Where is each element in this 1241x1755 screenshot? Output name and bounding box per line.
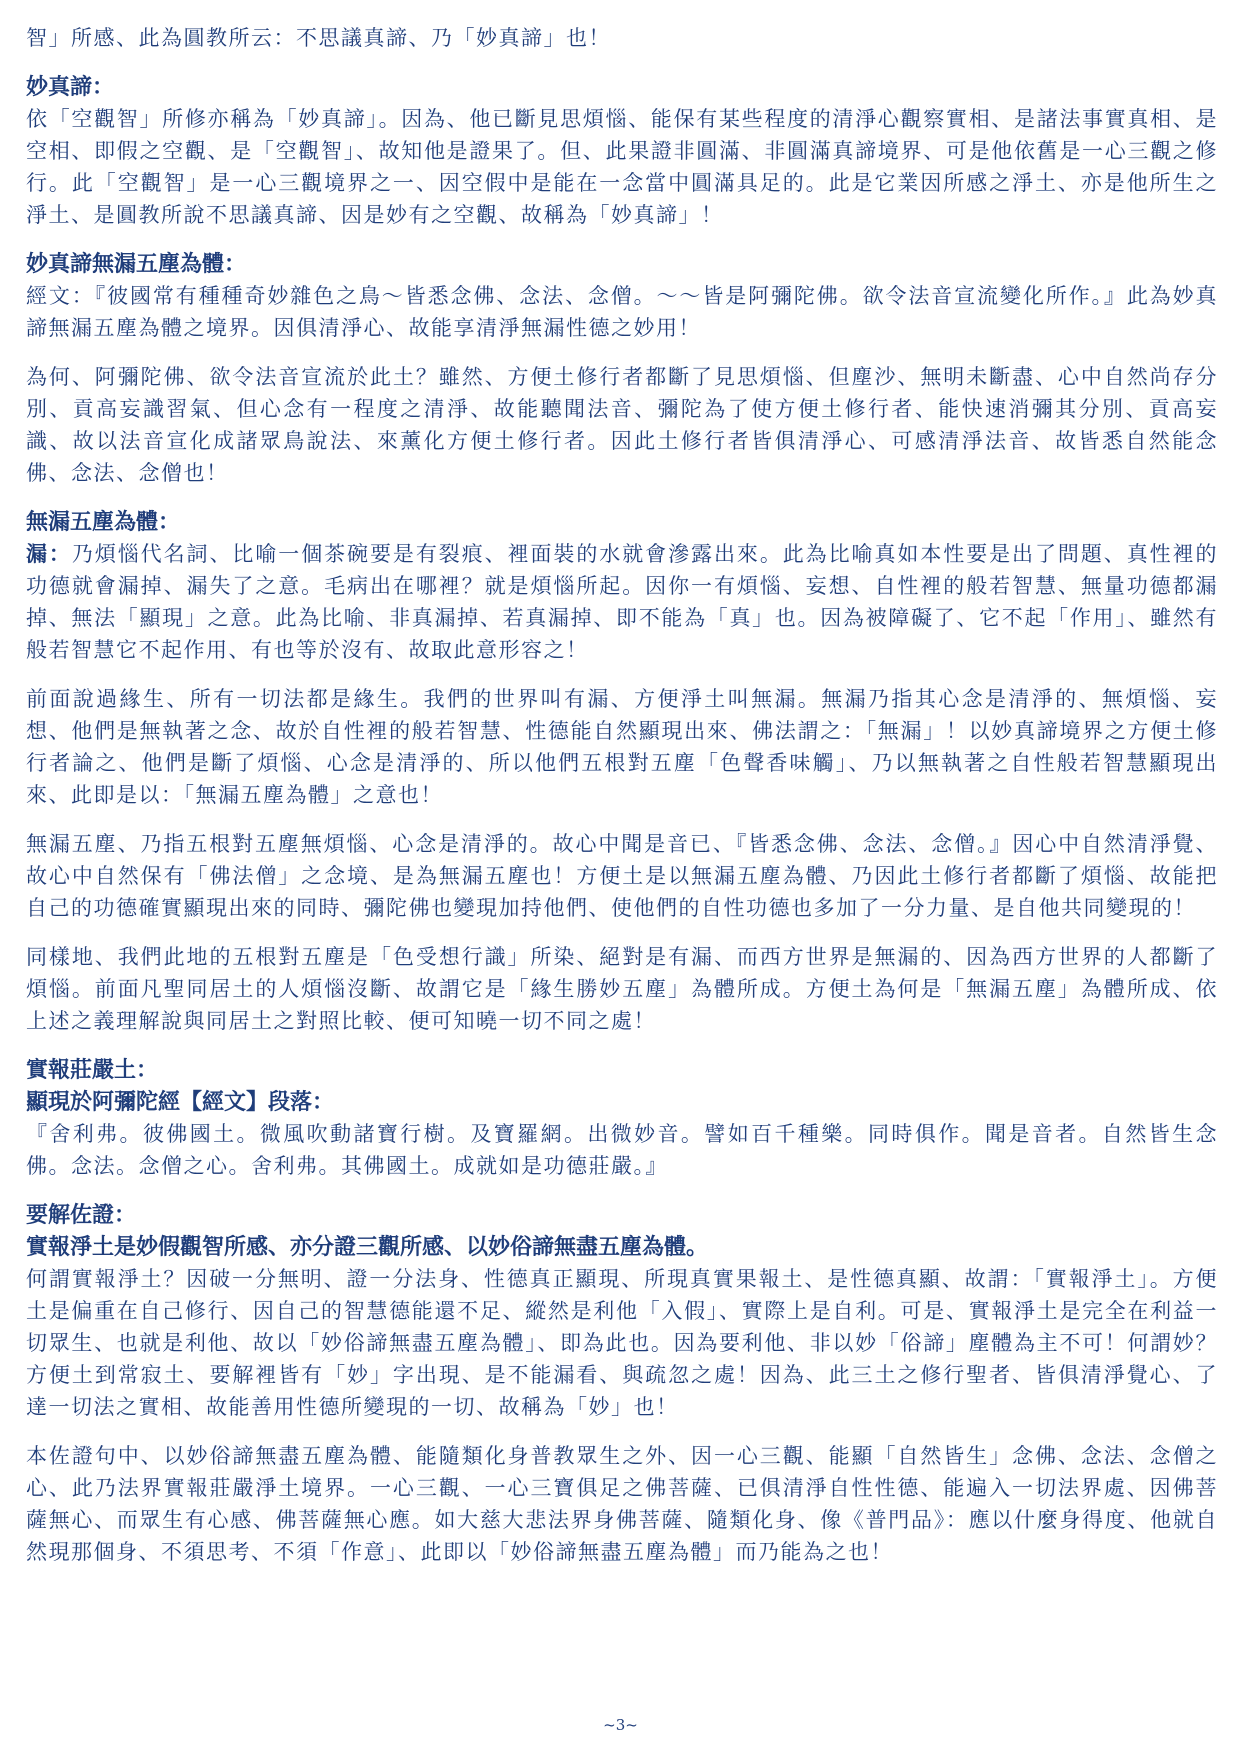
paragraph bbox=[26, 103, 1218, 231]
heading-text: 要解佐證： bbox=[26, 1202, 137, 1228]
paragraph-text: 依「空觀智」所修亦稱為「妙真諦」。因為、他已斷見思煩惱、能保有某些程度的清淨心觀察實相、是諸法事實真相、是空相、即假之空觀、是「空觀智」、故知他是證果了。但、此果證非圓滿、非圓滿真諦境界、可是他依舊是一心三觀之修行。此「空觀智」是一心三觀境界之一、因空假中是能在一念當中圓滿具足的。此是它業因所感之淨土、亦是他所生之淨土、是圓教所說不思議真諦、因是妙有之空觀、故稱為「妙真諦」！ bbox=[26, 107, 1218, 227]
paragraph-text: 乃煩惱代名詞、比喻一個茶碗要是有裂痕、裡面裝的水就會滲露出來。此為比喻真如本性要是出了問題、真性裡的功德就會漏掉、漏失了之意。毛病出在哪裡？就是煩惱所起。因你一有煩惱、妄想、自性裡的般若智慧、無量功德都漏掉、無法「顯現」之意。此為比喻、非真漏掉、若真漏掉、即不能為「真」也。因為被障礙了、它不起「作用」、雖然有般若智慧它不起作用、有也等於沒有、故取此意形容之！ bbox=[26, 542, 1219, 662]
term-label: 漏： bbox=[26, 541, 72, 566]
paragraph-text: 為何、阿彌陀佛、欲令法音宣流於此土？雖然、方便土修行者都斷了見思煩惱、但塵沙、無明未斷盡、心中自然尚存分別、貢高妄識習氣、但心念有一程度之清淨、故能聽聞法音、彌陀為了使方便土修行者、能快速消彌其分別、貢高妄識、故以法音宣化成諸眾鳥說法、來薰化方便土修行者。因此土修行者皆俱清淨心、可感清淨法音、故皆悉自然能念佛、念法、念僧也！ bbox=[26, 365, 1218, 485]
paragraph bbox=[26, 361, 1218, 489]
paragraph-text: 智」所感、此為圓教所云：不思議真諦、乃「妙真諦」也！ bbox=[26, 26, 611, 50]
heading-text: 妙真諦無漏五塵為體： bbox=[26, 251, 247, 277]
paragraph-text: 無漏五塵、乃指五根對五塵無煩惱、心念是清淨的。故心中聞是音已、『皆悉念佛、念法、念僧。』因心中自然清淨覺、故心中自然保有「佛法僧」之念境、是為無漏五塵也！方便土是以無漏五塵為體、乃因此土修行者都斷了煩惱、故能把自己的功德確實顯現出來的同時、彌陀佛也變現加持他們、使他們的自性功德也多加了一分力量、是自他共同變現的！ bbox=[26, 832, 1218, 920]
paragraph bbox=[26, 1118, 1218, 1182]
paragraph-text: 本佐證句中、以妙俗諦無盡五塵為體、能隨類化身普教眾生之外、因一心三觀、能顯「自然皆生」念佛、念法、念僧之心、此乃法界實報莊嚴淨土境界。一心三觀、一心三寶俱足之佛菩薩、已俱清淨自性性德、能遍入一切法界處、因佛菩薩無心、而眾生有心感、佛菩薩無心應。如大慈大悲法界身佛菩薩、隨類化身、像《普門品》：應以什麼身得度、他就自然現那個身、不須思考、不須「作意」、此即以「妙俗諦無盡五塵為體」而乃能為之也！ bbox=[26, 1444, 1218, 1564]
paragraph bbox=[26, 280, 1218, 344]
paragraph bbox=[26, 1263, 1218, 1423]
paragraph bbox=[26, 538, 1218, 666]
section-heading bbox=[26, 248, 1218, 280]
paragraph bbox=[26, 828, 1218, 924]
section-heading bbox=[26, 506, 1218, 538]
section-heading bbox=[26, 1054, 1218, 1086]
paragraph-text: 『舍利弗。彼佛國土。微風吹動諸寶行樹。及寶羅網。出微妙音。譬如百千種樂。同時俱作。聞是音者。自然皆生念佛。念法。念僧之心。舍利弗。其佛國土。成就如是功德莊嚴。』 bbox=[26, 1122, 1218, 1178]
heading-text: 實報莊嚴土： bbox=[26, 1057, 159, 1083]
section-heading bbox=[26, 1231, 1218, 1263]
paragraph bbox=[26, 941, 1218, 1037]
heading-text: 實報淨土是妙假觀智所感、亦分證三觀所感、以妙俗諦無盡五塵為體。 bbox=[26, 1234, 709, 1260]
heading-text: 妙真諦： bbox=[26, 74, 115, 100]
heading-text: 顯現於阿彌陀經【經文】段落： bbox=[26, 1089, 335, 1115]
heading-text: 無漏五塵為體： bbox=[26, 509, 181, 535]
paragraph bbox=[26, 683, 1218, 811]
paragraph-text: 同樣地、我們此地的五根對五塵是「色受想行識」所染、絕對是有漏、而西方世界是無漏的、因為西方世界的人都斷了煩惱。前面凡聖同居土的人煩惱沒斷、故謂它是「緣生勝妙五塵」為體所成。方便土為何是「無漏五塵」為體所成、依上述之義理解說與同居土之對照比較、便可知曉一切不同之處！ bbox=[26, 945, 1218, 1033]
document-page bbox=[26, 22, 1218, 1568]
section-heading bbox=[26, 71, 1218, 103]
page-number: ~3~ bbox=[603, 1716, 638, 1734]
paragraph bbox=[26, 22, 1218, 54]
section-heading bbox=[26, 1199, 1218, 1231]
paragraph bbox=[26, 1440, 1218, 1568]
paragraph-text: 前面說過緣生、所有一切法都是緣生。我們的世界叫有漏、方便淨土叫無漏。無漏乃指其心念是清淨的、無煩惱、妄想、他們是無執著之念、故於自性裡的般若智慧、性德能自然顯現出來、佛法謂之：「無漏」！以妙真諦境界之方便土修行者論之、他們是斷了煩惱、心念是清淨的、所以他們五根對五塵「色聲香味觸」、乃以無執著之自性般若智慧顯現出來、此即是以：「無漏五塵為體」之意也！ bbox=[26, 687, 1218, 807]
paragraph-text: 經文：『彼國常有種種奇妙雜色之鳥～皆悉念佛、念法、念僧。～～皆是阿彌陀佛。欲令法音宣流變化所作。』此為妙真諦無漏五塵為體之境界。因俱清淨心、故能享清淨無漏性德之妙用！ bbox=[26, 284, 1218, 340]
paragraph-text: 何謂實報淨土？因破一分無明、證一分法身、性德真正顯現、所現真實果報土、是性德真顯、故謂：「實報淨土」。方便土是偏重在自己修行、因自己的智慧德能還不足、縱然是利他「入假」、實際上是自利。可是、實報淨土是完全在利益一切眾生、也就是利他、故以「妙俗諦無盡五塵為體」、即為此也。因為要利他、非以妙「俗諦」塵體為主不可！何謂妙？方便土到常寂土、要解裡皆有「妙」字出現、是不能漏看、與疏忽之處！因為、此三土之修行聖者、皆俱清淨覺心、了達一切法之實相、故能善用性德所變現的一切、故稱為「妙」也！ bbox=[26, 1267, 1218, 1419]
section-heading bbox=[26, 1086, 1218, 1118]
